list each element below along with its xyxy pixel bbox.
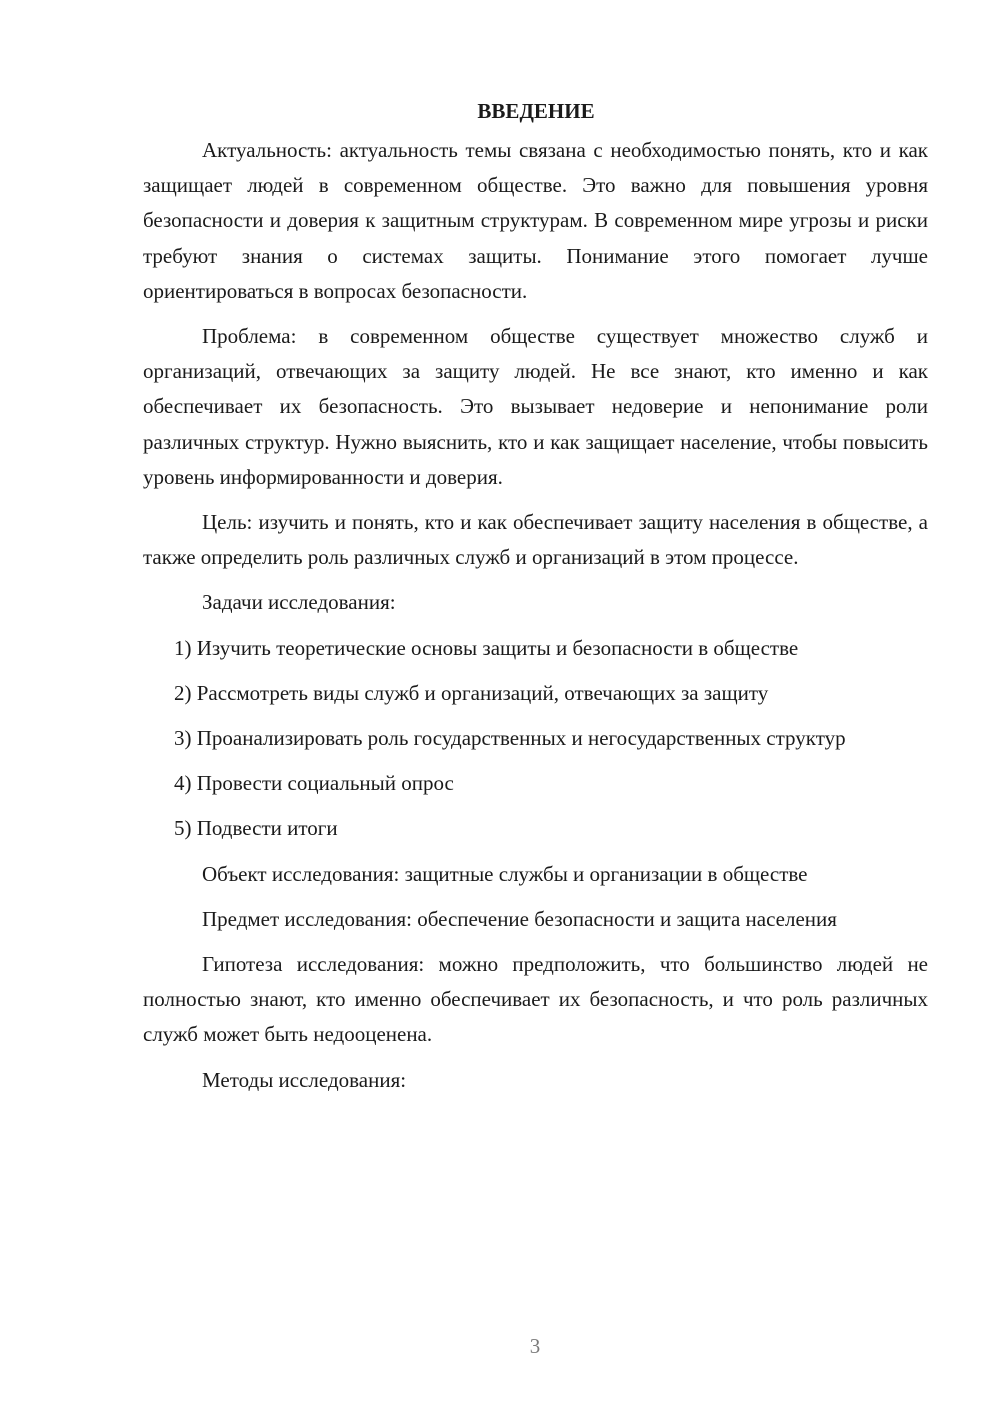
goal-paragraph: Цель: изучить и понять, кто и как обеспечивает защиту населения в обществе, а также определить роль различных служб и организаций в этом процессе.	[143, 510, 928, 570]
task-item: 2) Рассмотреть виды служб и организаций, отвечающих за защиту	[174, 680, 769, 705]
hypothesis-paragraph: Гипотеза исследования: можно предположить, что большинство людей не полностью знают, кто именно обеспечивает их безопасность, и что роль различных служб может быть недооценена.	[143, 952, 928, 1047]
tasks-heading: Задачи исследования:	[202, 590, 396, 615]
methods-heading: Методы исследования:	[202, 1067, 407, 1092]
task-item: 3) Проанализировать роль государственных и негосударственных структур	[174, 726, 846, 751]
tasks-list	[143, 631, 928, 847]
task-item: 4) Провести социальный опрос	[174, 771, 454, 796]
object-paragraph: Объект исследования: защитные службы и организации в обществе	[202, 861, 808, 886]
relevance-paragraph: Актуальность: актуальность темы связана с необходимостью понять, кто и как защищает людей в современном обществе. Это важно для повышения уровня безопасности и доверия к защитным структурам. В современном мире угрозы и риски требуют знания о системах защиты. Понимание этого помогает лучше ориентироваться в вопросах безопасности.	[143, 138, 928, 303]
problem-paragraph: Проблема: в современном обществе существует множество служб и организаций, отвечающих за защиту людей. Не все знают, кто именно и как обеспечивает их безопасность. Это вызывает недоверие и непонимание роли различных структур. Нужно выяснить, кто и как защищает население, чтобы повысить уровень информированности и доверия.	[143, 324, 928, 489]
document-title: ВВЕДЕНИЕ	[477, 99, 595, 123]
subject-paragraph: Предмет исследования: обеспечение безопасности и защита населения	[202, 906, 837, 931]
task-item: 1) Изучить теоретические основы защиты и безопасности в обществе	[174, 635, 799, 660]
page-number: 3	[529, 1334, 541, 1358]
text-block	[143, 96, 928, 1108]
task-item: 5) Подвести итоги	[174, 816, 338, 841]
